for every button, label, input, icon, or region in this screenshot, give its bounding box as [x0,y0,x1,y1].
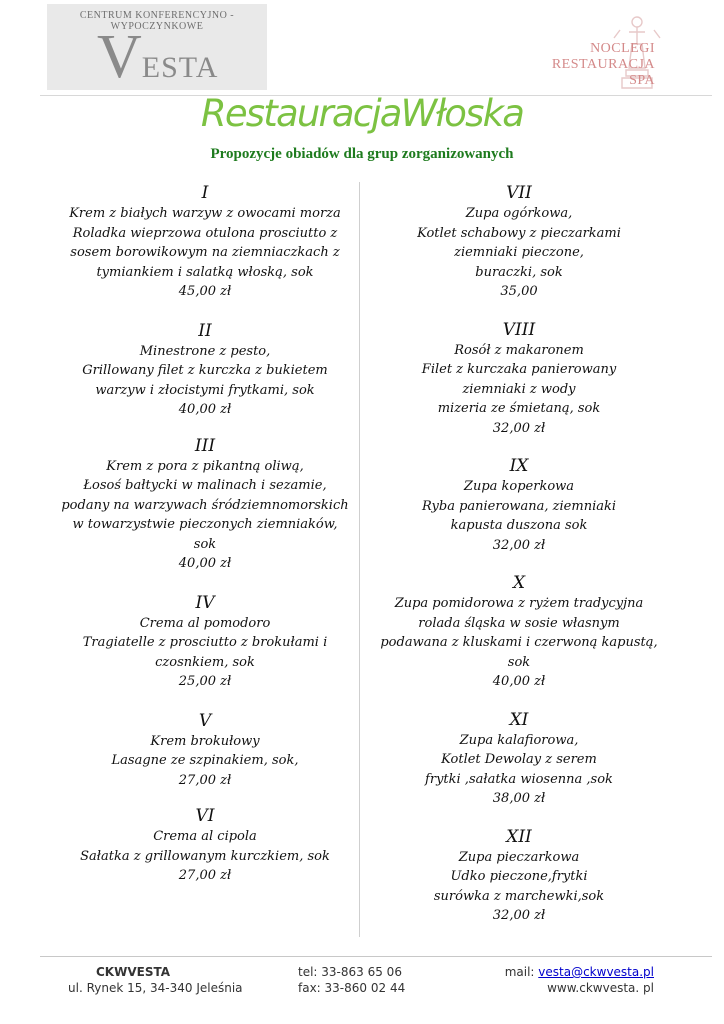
menu-number: V [198,710,212,731]
menu-set [40,592,370,692]
menu-dish: Tragiatelle z prosciutto z brokułami i [82,635,328,650]
logo-tagline: CENTRUM KONFERENCYJNO - WYPOCZYNKOWE [79,10,235,32]
menu-dish: Zupa pomidorowa z ryżem tradycyjna [394,596,644,611]
menu-dish: kapusta duszona sok [450,518,588,533]
menu-dish: Filet z kurczaka panierowany [421,362,617,377]
right-menu-column [354,182,684,926]
service-spa: SPA [629,73,655,88]
menu-dish: buraczki, sok [475,264,563,280]
menu-price: 27,00 zł [178,772,232,788]
footer-mail-label: mail: [504,965,539,979]
menu-dish: ziemniaki pieczone, [454,245,584,260]
menu-number: III [194,435,216,456]
menu-dish: czosnkiem, sok [155,654,255,670]
menu-set [354,182,684,302]
service-restaurant: RESTAURACJA [551,57,655,72]
menu-dish: Krem brokułowy [150,733,260,749]
menu-dish: Kotlet Dewolay z serem [441,752,597,767]
footer-company: CKWVESTA [96,965,171,979]
logo-wordmark [97,22,218,93]
menu-dish: mizeria ze śmietaną, sok [437,401,601,416]
menu-dish: sok [507,654,531,670]
footer-tel: tel: 33-863 65 06 [298,965,402,979]
menu-number: VIII [502,319,536,340]
menu-dish: Zupa pieczarkowa [458,849,580,865]
menu-dish: Rosół z makaronem [454,342,584,358]
menu-price: 38,00 zł [492,791,546,806]
menu-number: X [512,573,526,593]
menu-dish: Krem z pora z pikantną oliwą, [106,458,304,474]
menu-dish: warzyw i złocistymi frytkami, sok [95,382,315,398]
menu-price: 40,00 zł [492,674,546,689]
menu-set [40,320,370,420]
menu-dish: Lasagne ze szpinakiem, sok, [111,753,299,768]
menu-price: 32,00 zł [492,537,546,553]
left-menu-column [40,182,370,886]
menu-dish: Roladka wieprzowa otulona prosciutto z [72,225,338,241]
menu-dish: Ryba panierowana, ziemniaki [421,498,617,514]
menu-dish: Udko pieczone,frytki [450,869,588,884]
footer-rule [40,956,712,957]
menu-dish: Krem z białych warzyw z owocami morza [69,206,341,221]
menu-dish: frytki ,sałatka wiosenna ,sok [425,771,613,787]
footer-mail-link[interactable]: vesta@ckwvesta.pl [538,965,654,979]
menu-dish: Zupa ogórkowa, [465,206,573,221]
menu-price: 27,00 zł [178,868,232,883]
menu-number: XI [509,709,529,730]
footer-fax: fax: 33-860 02 44 [298,981,406,995]
menu-dish: Minestrone z pesto, [139,343,271,359]
menu-set [354,709,684,809]
menu-dish: Grillowany filet z kurczka z bukietem [82,363,328,378]
menu-number: VI [195,806,215,826]
menu-set [354,572,684,692]
menu-number: II [198,320,212,341]
menu-dish: ziemniaki z wody [462,381,576,397]
menu-dish: surówka z marchewki,sok [433,888,605,904]
menu-price: 45,00 zł [178,284,232,299]
menu-set [354,319,684,439]
services-list [552,41,655,89]
menu-price: 40,00 zł [178,556,232,571]
logo-rest: ESTA [141,51,219,84]
logo-initial: V [97,23,142,91]
menu-number: IX [509,456,529,476]
menu-number: XII [506,826,532,847]
menu-dish: sok [193,536,217,552]
menu-set [40,805,370,886]
menu-dish: podawana z kluskami i czerwoną kapustą, [380,635,658,650]
menu-dish: Crema al cipola [153,829,257,844]
menu-number: VII [506,183,532,203]
menu-set [40,710,370,791]
menu-dish: Łosoś bałtycki w malinach i sezamie, [83,478,327,493]
menu-dish: tymiankiem i salatką włoską, sok [96,264,314,280]
menu-dish: Crema al pomodoro [139,615,271,631]
footer-mail [505,964,654,981]
menu-dish: Sałatka z grillowanym kurczkiem, sok [80,848,330,864]
menu-number: I [201,183,209,203]
footer-address: ul. Rynek 15, 34-340 Jeleśnia [68,981,243,995]
menu-price: 32,00 zł [492,908,546,923]
menu-set [354,455,684,555]
menu-dish: Kotlet schabowy z pieczarkami [417,225,621,241]
menu-dish: w towarzystwie pieczonych ziemniaków, [72,517,338,532]
page-title: RestauracjaWłoska [200,92,524,135]
menu-set [354,826,684,926]
menu-price: 35,00 [500,284,538,299]
menu-set [40,435,370,574]
service-lodging: NOCLEGI [590,41,655,56]
menu-dish: sosem borowikowym na ziemniaczkach z [70,245,340,260]
menu-price: 32,00 zł [492,420,546,436]
menu-dish: Zupa kalafiorowa, [459,732,579,748]
menu-dish: Zupa koperkowa [463,479,575,494]
footer-www[interactable]: www.ckwvesta. pl [547,981,654,995]
vesta-logo [47,4,267,90]
menu-number: IV [195,592,215,613]
menu-dish: rolada śląska w sosie własnym [418,615,620,631]
page-subtitle: Propozycje obiadów dla grup zorganizowanych [210,146,514,162]
menu-dish: podany na warzywach śródziemnomorskich [61,497,349,513]
menu-price: 25,00 zł [178,674,232,689]
menu-price: 40,00 zł [178,402,232,417]
menu-set [40,182,370,302]
